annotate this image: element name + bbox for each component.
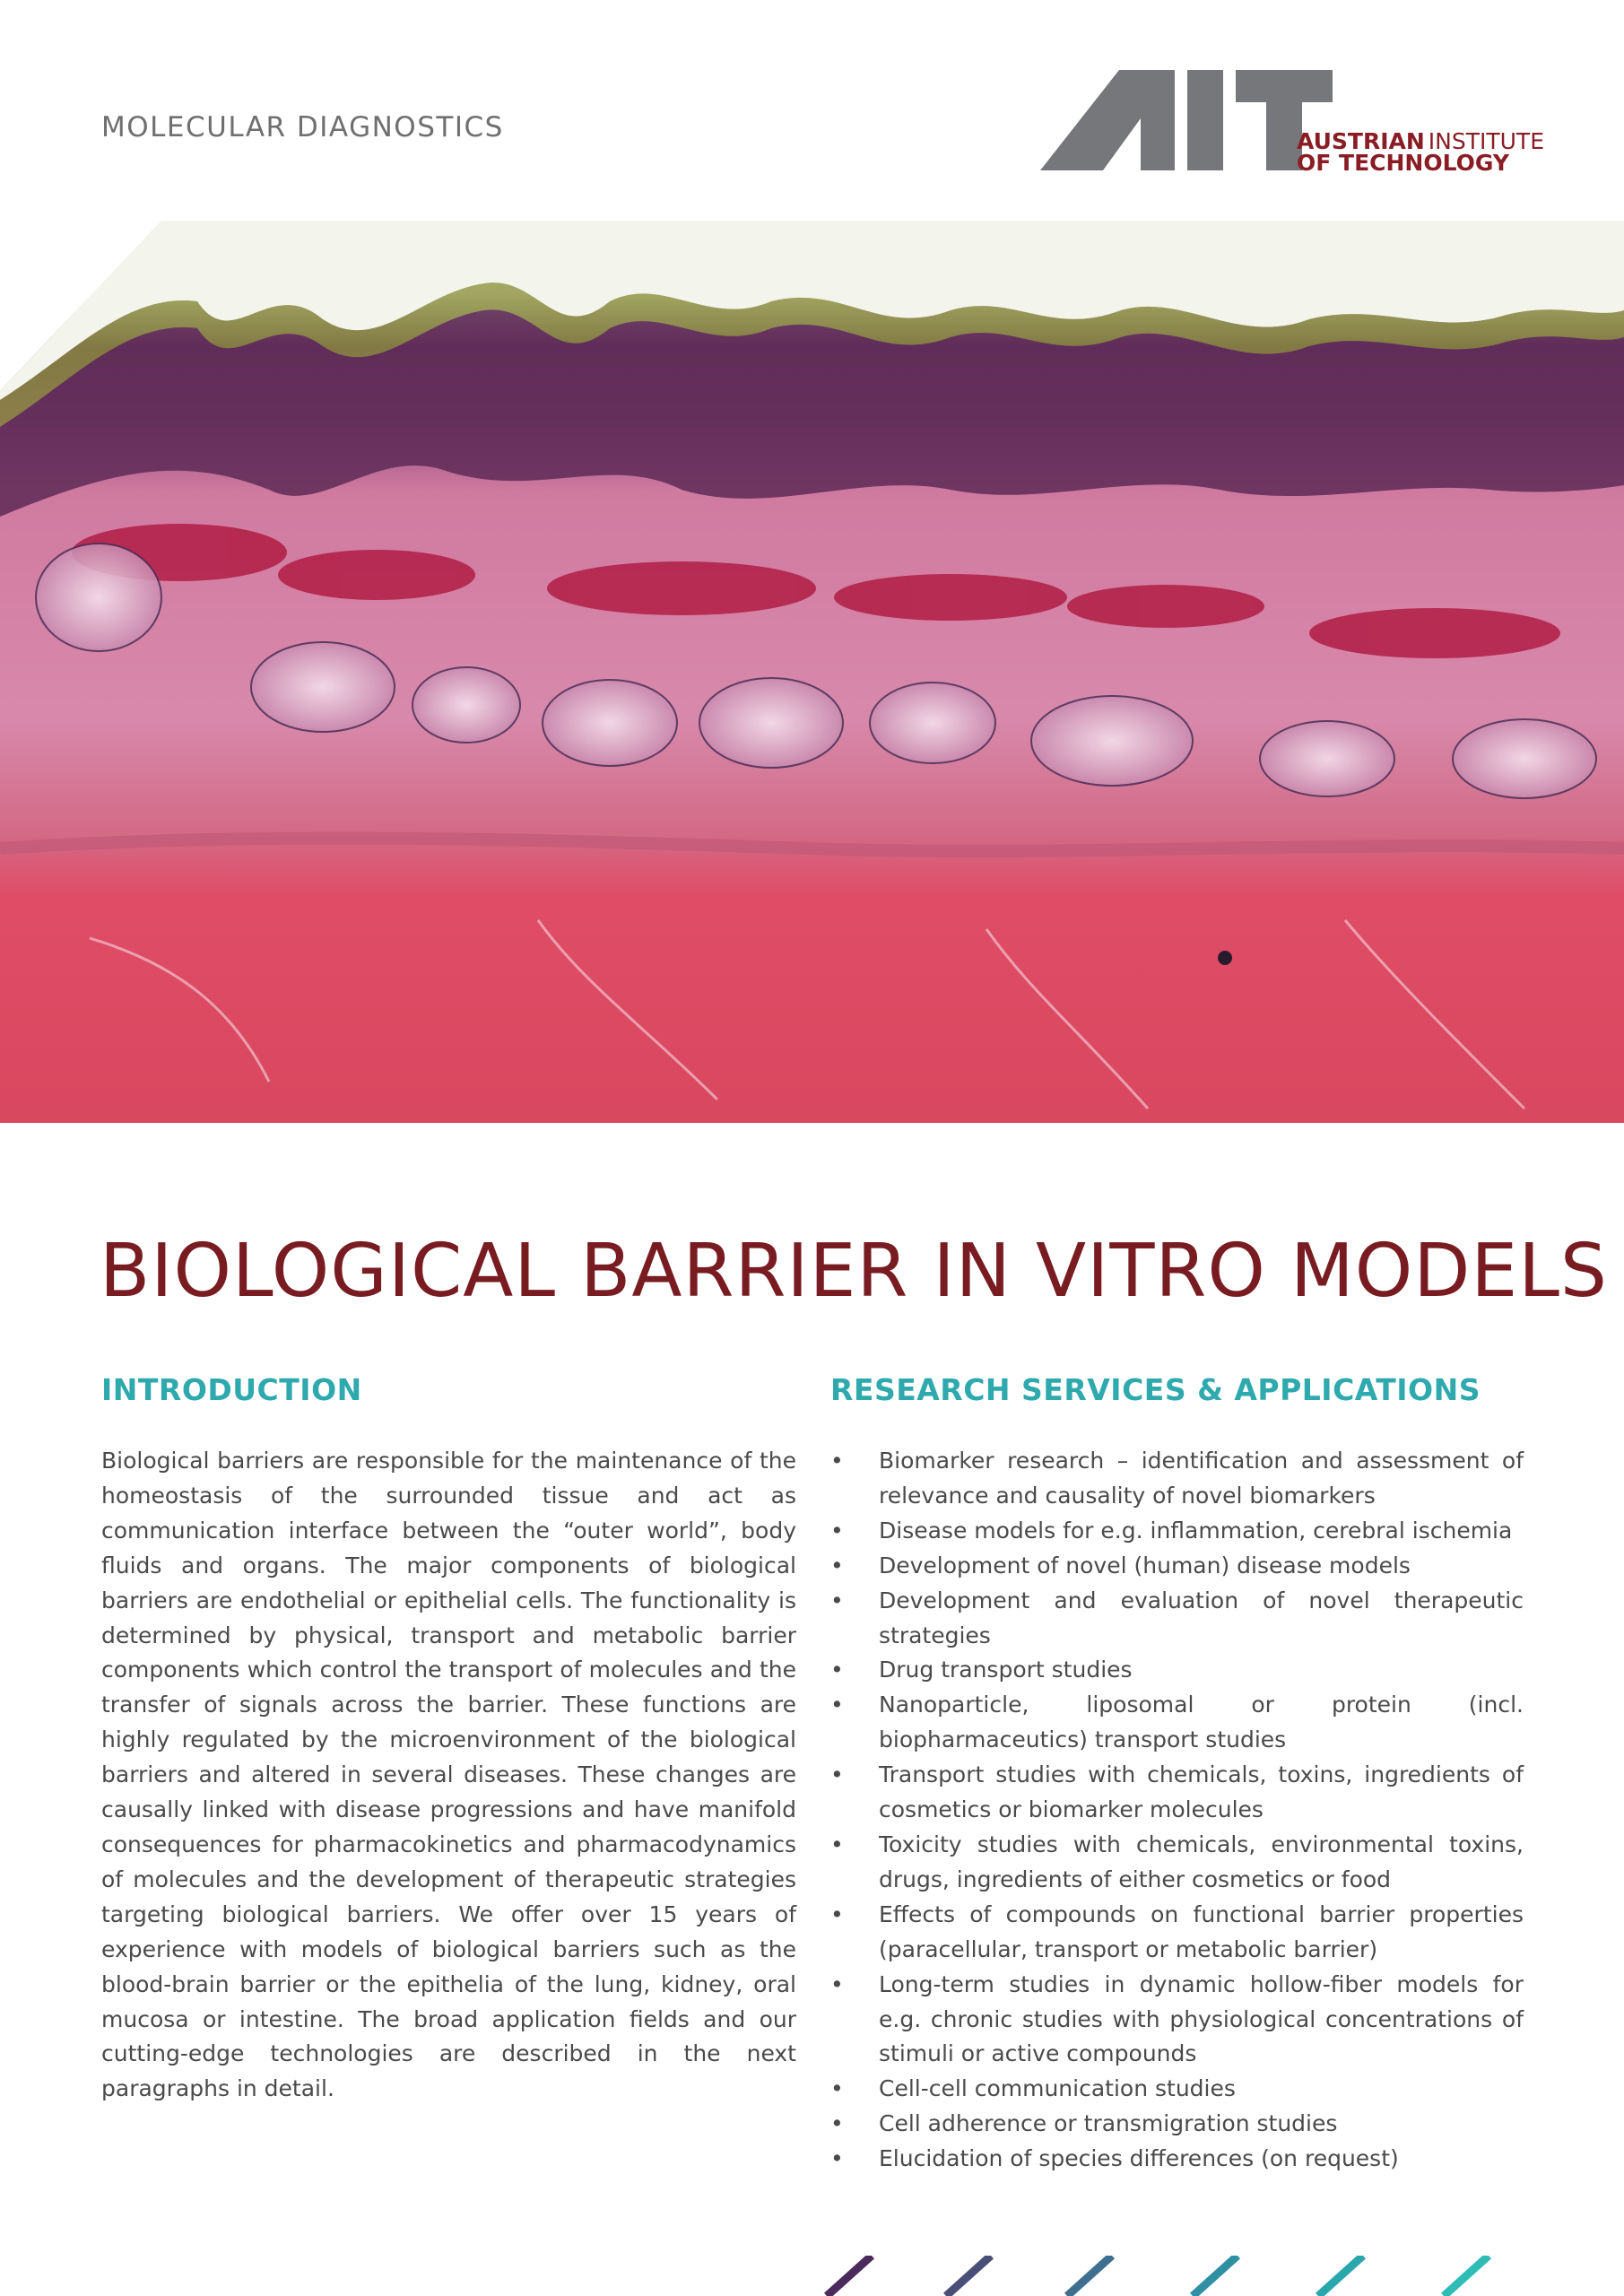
decorative-stripes-icon	[807, 2256, 1624, 2296]
bullet-icon: •	[830, 1900, 844, 1927]
bullet-icon: •	[830, 1448, 844, 1474]
bullet-icon: •	[830, 1587, 844, 1613]
list-item: • Cell adherence or transmigration studies	[830, 2107, 1524, 2142]
bullet-icon: •	[830, 2145, 844, 2172]
ait-logo-mark	[1040, 70, 1333, 170]
bullet-icon: •	[830, 1761, 844, 1788]
list-item: • Development and evaluation of novel therapeutic strategies	[830, 1584, 1524, 1654]
page-title: BIOLOGICAL BARRIER IN VITRO MODELS	[100, 1229, 1608, 1314]
bullet-icon: •	[830, 2075, 844, 2102]
bullet-icon: •	[830, 1970, 844, 1997]
bullet-icon: •	[830, 1692, 844, 1718]
services-list	[830, 1444, 1524, 2177]
list-item: • Elucidation of species differences (on request)	[830, 2142, 1524, 2177]
introduction-heading: INTRODUCTION	[101, 1372, 362, 1407]
logo-wordmark	[1297, 128, 1544, 176]
list-item: • Long-term studies in dynamic hollow-fiber models for e.g. chronic studies with physiological concentrations of stimuli or active compounds	[830, 1968, 1524, 2073]
logo-line1-rest: INSTITUTE	[1428, 128, 1544, 154]
histology-tissue-image	[0, 221, 1624, 1123]
bullet-icon: •	[830, 1552, 844, 1578]
logo-line1-bold: AUSTRIAN	[1297, 128, 1425, 154]
list-item: • Nanoparticle, liposomal or protein (incl. biopharmaceutics) transport studies	[830, 1688, 1524, 1758]
list-item: • Development of novel (human) disease models	[830, 1549, 1524, 1584]
section-label: MOLECULAR DIAGNOSTICS	[101, 111, 504, 144]
bullet-icon: •	[830, 1517, 844, 1544]
list-item: • Drug transport studies	[830, 1653, 1524, 1688]
bullet-icon: •	[830, 1657, 844, 1683]
list-item: • Toxicity studies with chemicals, environmental toxins, drugs, ingredients of either cosmetics or food	[830, 1828, 1524, 1898]
list-item: • Transport studies with chemicals, toxins, ingredients of cosmetics or biomarker molecules	[830, 1758, 1524, 1828]
bullet-icon: •	[830, 2110, 844, 2137]
logo-line2: OF TECHNOLOGY	[1297, 150, 1509, 176]
list-item: • Biomarker research – identification and assessment of relevance and causality of novel biomarkers	[830, 1444, 1524, 1514]
list-item: • Disease models for e.g. inflammation, cerebral ischemia	[830, 1514, 1524, 1549]
list-item: • Cell-cell communication studies	[830, 2072, 1524, 2107]
list-item: • Effects of compounds on functional barrier properties (paracellular, transport or metabolic barrier)	[830, 1898, 1524, 1968]
introduction-body: Biological barriers are responsible for the maintenance of the homeostasis of the surrounded tissue and act as communication interface between the “outer world”, body fluids and organs. The major components of biological barriers are endothelial or epithelial cells. The functionality is determined by physical, transport and metabolic barrier components which control the transport of molecules and the transfer of signals across the barrier. These functions are highly regulated by the microenvironment of the biological barriers and altered in several diseases. These changes are causally linked with disease progressions and have manifold consequences for pharmacokinetics and pharmacodynamics of molecules and the development of therapeutic strategies targeting biological barriers. We offer over 15 years of experience with models of biological barriers such as the blood-brain barrier or the epithelia of the lung, kidney, oral mucosa or intestine. The broad application fields and our cutting-edge technologies are described in the next paragraphs in detail.	[101, 1448, 796, 2102]
services-heading: RESEARCH SERVICES & APPLICATIONS	[830, 1372, 1481, 1407]
bullet-icon: •	[830, 1831, 844, 1857]
